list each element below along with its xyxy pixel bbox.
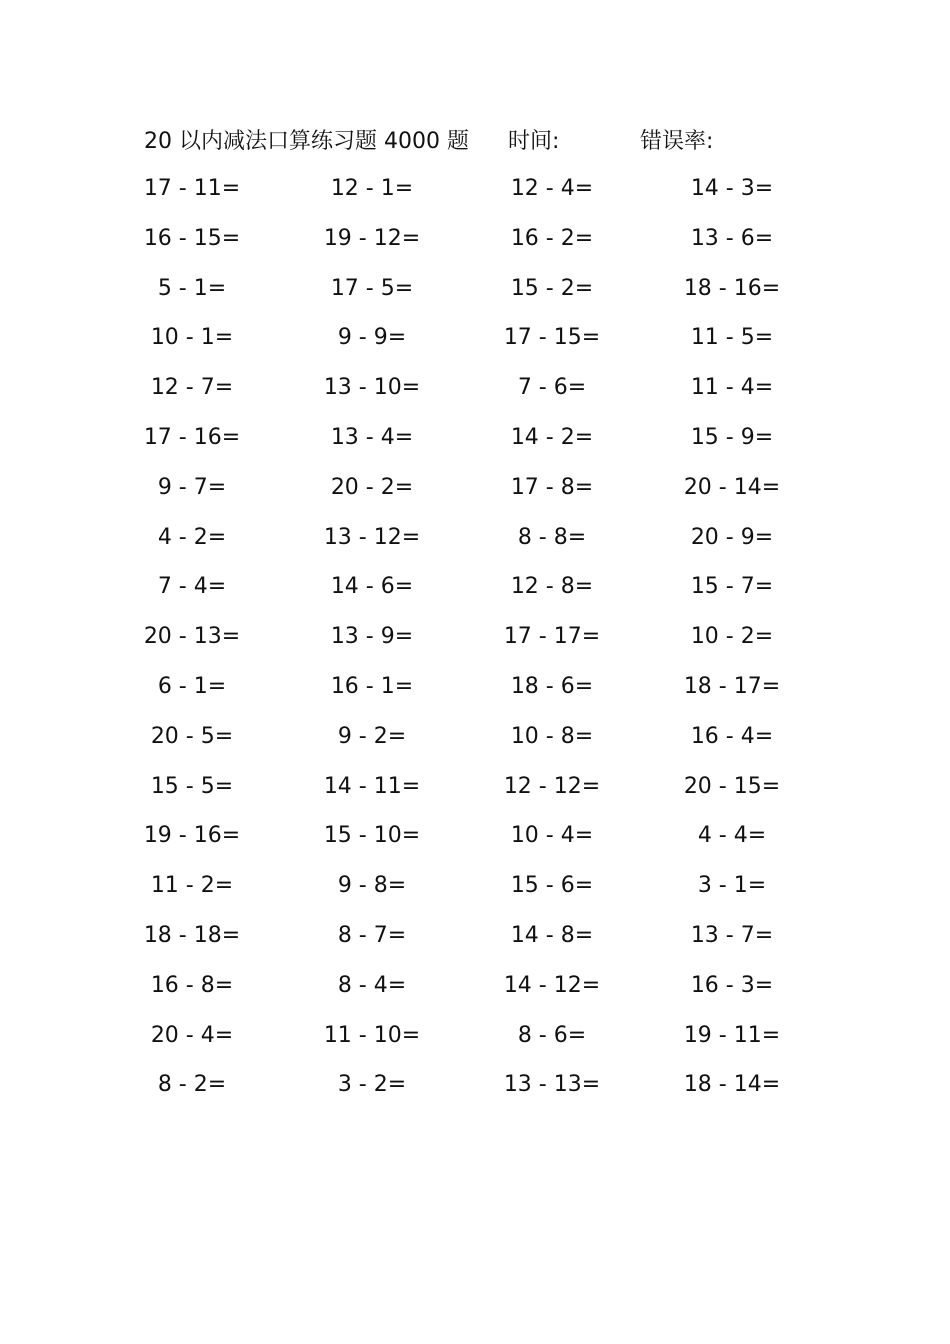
subtraction-problem: 3 - 2= xyxy=(337,1072,407,1098)
problem-row xyxy=(0,873,950,903)
subtraction-problem: 19 - 12= xyxy=(323,225,421,251)
subtraction-problem: 3 - 1= xyxy=(697,873,767,899)
subtraction-problem: 17 - 16= xyxy=(143,425,241,450)
worksheet-title: 20 以内减法口算练习题 4000 题 xyxy=(144,129,469,154)
problem-row xyxy=(0,973,950,1003)
subtraction-problem: 15 - 7= xyxy=(690,574,774,600)
subtraction-problem: 14 - 2= xyxy=(510,425,594,450)
subtraction-problem: 18 - 6= xyxy=(510,674,594,699)
subtraction-problem: 9 - 2= xyxy=(337,723,407,749)
subtraction-problem: 12 - 12= xyxy=(503,773,601,799)
subtraction-problem: 15 - 10= xyxy=(323,823,421,849)
subtraction-problem: 11 - 10= xyxy=(323,1022,421,1048)
problem-row xyxy=(0,1072,950,1102)
subtraction-problem: 16 - 2= xyxy=(510,225,594,251)
subtraction-problem: 9 - 9= xyxy=(337,325,407,351)
subtraction-problem: 4 - 4= xyxy=(697,823,767,849)
time-label: 时间: xyxy=(508,129,560,154)
subtraction-problem: 15 - 6= xyxy=(510,873,594,899)
subtraction-problem: 11 - 2= xyxy=(150,873,234,899)
subtraction-problem: 6 - 1= xyxy=(157,674,227,699)
subtraction-problem: 20 - 2= xyxy=(330,474,414,500)
subtraction-problem: 14 - 6= xyxy=(330,574,414,600)
subtraction-problem: 18 - 16= xyxy=(683,275,781,301)
problem-row xyxy=(0,325,950,355)
subtraction-problem: 17 - 11= xyxy=(143,176,241,201)
subtraction-problem: 18 - 17= xyxy=(683,674,781,699)
problem-row xyxy=(0,475,950,505)
problem-row xyxy=(0,276,950,306)
subtraction-problem: 13 - 6= xyxy=(690,225,774,251)
subtraction-problem: 11 - 4= xyxy=(690,375,774,401)
subtraction-problem: 4 - 2= xyxy=(157,524,227,550)
problem-row xyxy=(0,774,950,804)
subtraction-problem: 20 - 15= xyxy=(683,773,781,799)
subtraction-problem: 12 - 1= xyxy=(330,176,414,201)
subtraction-problem: 8 - 7= xyxy=(337,923,407,948)
subtraction-problem: 17 - 15= xyxy=(503,325,601,351)
problem-row xyxy=(0,923,950,953)
subtraction-problem: 12 - 4= xyxy=(510,176,594,201)
subtraction-problem: 13 - 7= xyxy=(690,923,774,948)
error-rate-label: 错误率: xyxy=(640,129,714,154)
subtraction-problem: 9 - 8= xyxy=(337,873,407,899)
subtraction-problem: 8 - 6= xyxy=(517,1022,587,1048)
subtraction-problem: 18 - 14= xyxy=(683,1072,781,1098)
subtraction-problem: 15 - 2= xyxy=(510,275,594,301)
subtraction-problem: 12 - 7= xyxy=(150,375,234,401)
subtraction-problem: 10 - 2= xyxy=(690,624,774,650)
subtraction-problem: 12 - 8= xyxy=(510,574,594,600)
subtraction-problem: 13 - 13= xyxy=(503,1072,601,1098)
subtraction-problem: 8 - 2= xyxy=(157,1072,227,1098)
problem-row xyxy=(0,823,950,853)
subtraction-problem: 20 - 5= xyxy=(150,723,234,749)
subtraction-problem: 13 - 12= xyxy=(323,524,421,550)
subtraction-problem: 13 - 4= xyxy=(330,425,414,450)
subtraction-problem: 19 - 11= xyxy=(683,1022,781,1048)
subtraction-problem: 14 - 12= xyxy=(503,972,601,998)
problem-row xyxy=(0,1023,950,1053)
problem-row xyxy=(0,674,950,704)
problem-row xyxy=(0,425,950,455)
problem-row xyxy=(0,375,950,405)
problem-row xyxy=(0,624,950,654)
subtraction-problem: 11 - 5= xyxy=(690,325,774,351)
subtraction-problem: 17 - 17= xyxy=(503,624,601,650)
subtraction-problem: 10 - 4= xyxy=(510,823,594,849)
subtraction-problem: 16 - 4= xyxy=(690,723,774,749)
problem-row xyxy=(0,176,950,206)
subtraction-problem: 5 - 1= xyxy=(157,275,227,301)
subtraction-problem: 8 - 8= xyxy=(517,524,587,550)
subtraction-problem: 15 - 5= xyxy=(150,773,234,799)
subtraction-problem: 20 - 4= xyxy=(150,1022,234,1048)
subtraction-problem: 19 - 16= xyxy=(143,823,241,849)
problem-row xyxy=(0,226,950,256)
subtraction-problem: 13 - 9= xyxy=(330,624,414,650)
subtraction-problem: 20 - 14= xyxy=(683,474,781,500)
subtraction-problem: 14 - 11= xyxy=(323,773,421,799)
subtraction-problem: 17 - 5= xyxy=(330,275,414,301)
subtraction-problem: 14 - 3= xyxy=(690,176,774,201)
subtraction-problem: 16 - 8= xyxy=(150,972,234,998)
subtraction-problem: 13 - 10= xyxy=(323,375,421,401)
subtraction-problem: 18 - 18= xyxy=(143,923,241,948)
subtraction-problem: 16 - 15= xyxy=(143,225,241,251)
subtraction-problem: 20 - 9= xyxy=(690,524,774,550)
subtraction-problem: 10 - 8= xyxy=(510,723,594,749)
subtraction-problem: 7 - 4= xyxy=(157,574,227,600)
subtraction-problem: 15 - 9= xyxy=(690,425,774,450)
subtraction-problem: 20 - 13= xyxy=(143,624,241,650)
subtraction-problem: 10 - 1= xyxy=(150,325,234,351)
problem-row xyxy=(0,724,950,754)
subtraction-problem: 16 - 1= xyxy=(330,674,414,699)
subtraction-problem: 16 - 3= xyxy=(690,972,774,998)
problem-row xyxy=(0,525,950,555)
subtraction-problem: 8 - 4= xyxy=(337,972,407,998)
problem-row xyxy=(0,574,950,604)
subtraction-problem: 14 - 8= xyxy=(510,923,594,948)
subtraction-problem: 7 - 6= xyxy=(517,375,587,401)
subtraction-problem: 17 - 8= xyxy=(510,474,594,500)
subtraction-problem: 9 - 7= xyxy=(157,474,227,500)
